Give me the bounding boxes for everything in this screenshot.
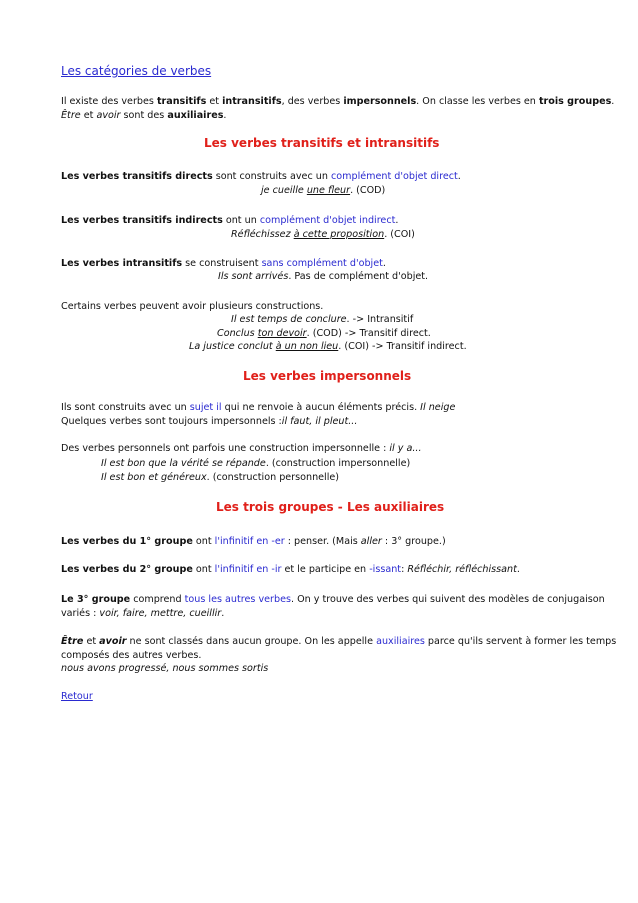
text: .: [221, 608, 225, 619]
multi-example-3: [189, 340, 467, 353]
multi-example-2: [217, 327, 431, 340]
example: Ils sont arrivés: [218, 271, 289, 282]
auxiliaires-line-1: [61, 635, 616, 648]
example-note: . (COD) -> Transitif direct.: [306, 328, 431, 339]
intro-text: , des verbes: [281, 96, 344, 107]
example-underlined: ton devoir: [257, 328, 307, 339]
example: il y a...: [389, 443, 422, 454]
example: Réfléchir, réfléchissant: [407, 564, 517, 575]
intro-trois-groupes: trois groupes: [538, 96, 612, 107]
text: parce qu'ils servent à former les temps: [424, 636, 617, 647]
impersonnels-line-2: [61, 415, 357, 428]
example-note: . -> Intransitif: [346, 314, 414, 325]
example: Il est bon que la vérité se répande: [101, 458, 266, 469]
term: Les verbes transitifs directs: [61, 171, 213, 182]
highlight: -issant: [369, 564, 402, 575]
text: .: [516, 564, 520, 575]
example: il faut, il pleut...: [281, 416, 358, 427]
groupe-3-line-2: [61, 607, 224, 620]
section-heading-groupes: Les trois groupes - Les auxiliaires: [216, 500, 445, 514]
intransitifs-line: [61, 257, 386, 270]
example: je cueille: [261, 185, 307, 196]
section-heading-impersonnels: Les verbes impersonnels: [243, 369, 412, 383]
text: qui ne renvoie à aucun éléments précis.: [221, 402, 421, 413]
intransitifs-example: [218, 270, 428, 283]
page-title[interactable]: Les catégories de verbes: [61, 64, 212, 78]
intro-impersonnels: impersonnels: [343, 96, 417, 107]
example-note: . (construction personnelle): [206, 472, 340, 483]
example: Réfléchissez: [231, 229, 294, 240]
intro-text: .: [611, 96, 615, 107]
example-underlined: une fleur: [306, 185, 351, 196]
multi-example-1: [231, 313, 413, 326]
intro-etre: Être: [61, 110, 81, 121]
intro-avoir: avoir: [96, 110, 121, 121]
highlight: sans complément d'objet: [261, 258, 383, 269]
impersonnels-line-3: [61, 442, 422, 455]
term: avoir: [99, 636, 127, 647]
transitifs-directs-line: [61, 170, 461, 183]
intro-transitifs: transitifs: [156, 96, 207, 107]
text: variés :: [61, 608, 100, 619]
term: Les verbes du 1° groupe: [61, 536, 193, 547]
text: comprend: [130, 594, 185, 605]
intro-intransitifs: intransitifs: [222, 96, 282, 107]
intro-text: Il existe des verbes: [61, 96, 157, 107]
text: se construisent: [182, 258, 262, 269]
example-note: . (COD): [350, 185, 386, 196]
highlight: complément d'objet direct: [330, 171, 458, 182]
multi-constructions-line: Certains verbes peuvent avoir plusieurs constructions.: [61, 301, 324, 312]
auxiliaires-line-2: composés des autres verbes.: [61, 650, 202, 661]
term: Être: [61, 636, 84, 647]
term: Les verbes du 2° groupe: [61, 564, 193, 575]
highlight: l'infinitif en -ir: [214, 564, 282, 575]
example: aller: [360, 536, 382, 547]
intro-text: et: [206, 96, 223, 107]
example-underlined: à un non lieu: [275, 341, 339, 352]
intro-text: sont des: [120, 110, 168, 121]
example-note: . (COI) -> Transitif indirect.: [338, 341, 467, 352]
intro-text: .: [223, 110, 227, 121]
text: . On y trouve des verbes qui suivent des modèles de conjugaison: [290, 594, 605, 605]
text: Des verbes personnels ont parfois une construction impersonnelle :: [61, 443, 390, 454]
example: Il est temps de conclure: [231, 314, 347, 325]
text: : penser. (Mais: [284, 536, 361, 547]
example-note: . (COI): [384, 229, 415, 240]
text: sont construits avec un: [212, 171, 331, 182]
term: Les verbes intransitifs: [61, 258, 183, 269]
intro-auxiliaires: auxiliaires: [167, 110, 224, 121]
intro-text: . On classe les verbes en: [416, 96, 539, 107]
impersonnels-line-1: [61, 401, 455, 414]
auxiliaires-example: nous avons progressé, nous sommes sortis: [61, 663, 269, 674]
text: :: [401, 564, 408, 575]
term: Le 3° groupe: [61, 594, 131, 605]
impersonnels-example-2: [101, 471, 339, 484]
transitifs-indirects-example: [231, 228, 415, 241]
example: La justice conclut: [189, 341, 276, 352]
groupe-2-line: [61, 563, 520, 576]
text: Ils sont construits avec un: [61, 402, 190, 413]
text: : 3° groupe.): [381, 536, 446, 547]
highlight: auxiliaires: [376, 636, 425, 647]
intro-line-1: [61, 95, 614, 108]
transitifs-directs-example: [261, 184, 385, 197]
text: .: [382, 258, 386, 269]
example: Il est bon et généreux: [101, 472, 207, 483]
section-heading-transitifs: Les verbes transitifs et intransitifs: [204, 136, 440, 150]
highlight: l'infinitif en -er: [214, 536, 285, 547]
groupe-3-line-1: [61, 593, 605, 606]
text: Quelques verbes sont toujours impersonnels :: [61, 416, 282, 427]
back-link[interactable]: Retour: [61, 691, 93, 702]
transitifs-indirects-line: [61, 214, 398, 227]
groupe-1-line: [61, 535, 446, 548]
text: ont: [192, 564, 215, 575]
term: Les verbes transitifs indirects: [61, 215, 223, 226]
text: et le participe en: [281, 564, 370, 575]
intro-text: et: [80, 110, 97, 121]
highlight: tous les autres verbes: [184, 594, 291, 605]
text: et: [83, 636, 100, 647]
intro-line-2: [61, 109, 226, 122]
text: ont: [192, 536, 215, 547]
text: ont un: [222, 215, 260, 226]
example: Il neige: [420, 402, 456, 413]
text: .: [395, 215, 399, 226]
highlight: sujet il: [189, 402, 222, 413]
text: ne sont classés dans aucun groupe. On les appelle: [126, 636, 377, 647]
example: Conclus: [217, 328, 258, 339]
impersonnels-example-1: [101, 457, 410, 470]
example-note: . (construction impersonnelle): [265, 458, 411, 469]
example-underlined: à cette proposition: [293, 229, 385, 240]
text: .: [457, 171, 461, 182]
example-note: . Pas de complément d'objet.: [288, 271, 429, 282]
example: voir, faire, mettre, cueillir: [99, 608, 222, 619]
highlight: complément d'objet indirect: [259, 215, 396, 226]
